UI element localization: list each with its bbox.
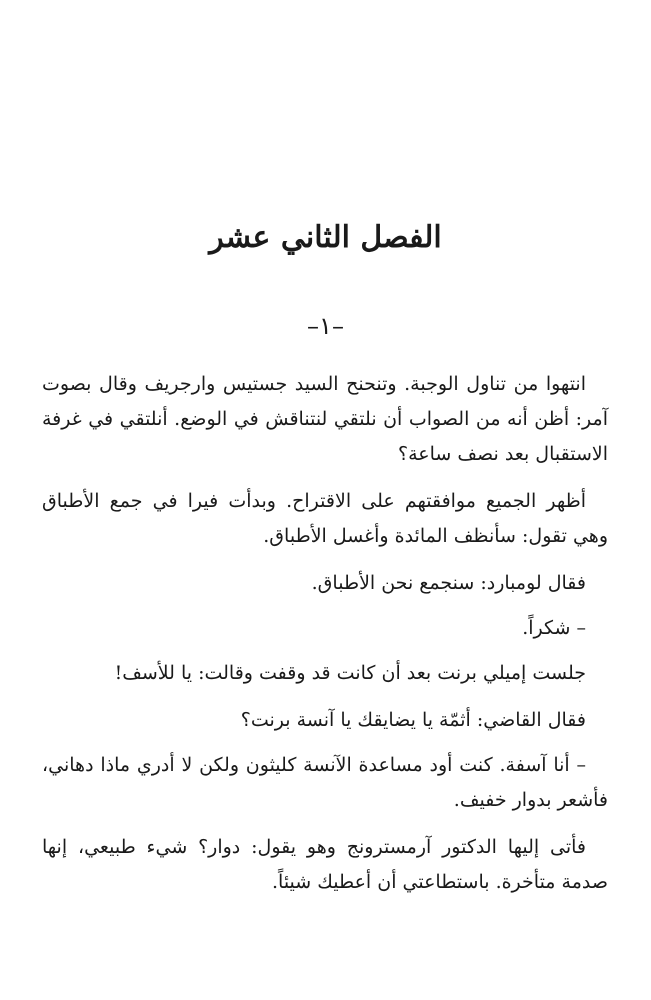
paragraph: انتهوا من تناول الوجبة. وتنحنح السيد جستيس وارجريف وقال بصوت آمر: أظن أنه من الصواب أن نلتقي لنتناقش في الوضع. أنلتقي في غرفة الاستقبال بعد نصف ساعة؟ [42, 373, 608, 465]
section-number: –١– [307, 312, 344, 340]
paragraph: جلست إميلي برنت بعد أن كانت قد وقفت وقالت: يا للأسف! [114, 662, 586, 684]
chapter-title: الفصل الثاني عشر [209, 220, 442, 255]
paragraph: فقال لومبارد: سنجمع نحن الأطباق. [311, 572, 586, 594]
paragraph: – شكراً. [522, 617, 586, 639]
paragraph: فأتى إليها الدكتور آرمسترونج وهو يقول: دوار؟ شيء طبيعي، إنها صدمة متأخرة. باستطاعتي أن أعطيك شيئاً. [42, 836, 608, 893]
paragraph: فقال القاضي: أثمّة يا يضايقك يا آنسة برنت؟ [240, 709, 586, 731]
paragraph: أظهر الجميع موافقتهم على الاقتراح. وبدأت فيرا في جمع الأطباق وهي تقول: سأنظف المائدة وأغسل الأطباق. [42, 490, 608, 547]
paragraph: – أنا آسفة. كنت أود مساعدة الآنسة كليثون ولكن لا أدري ماذا دهاني، فأشعر بدوار خفيف. [42, 754, 608, 811]
chapter-body [42, 367, 608, 912]
